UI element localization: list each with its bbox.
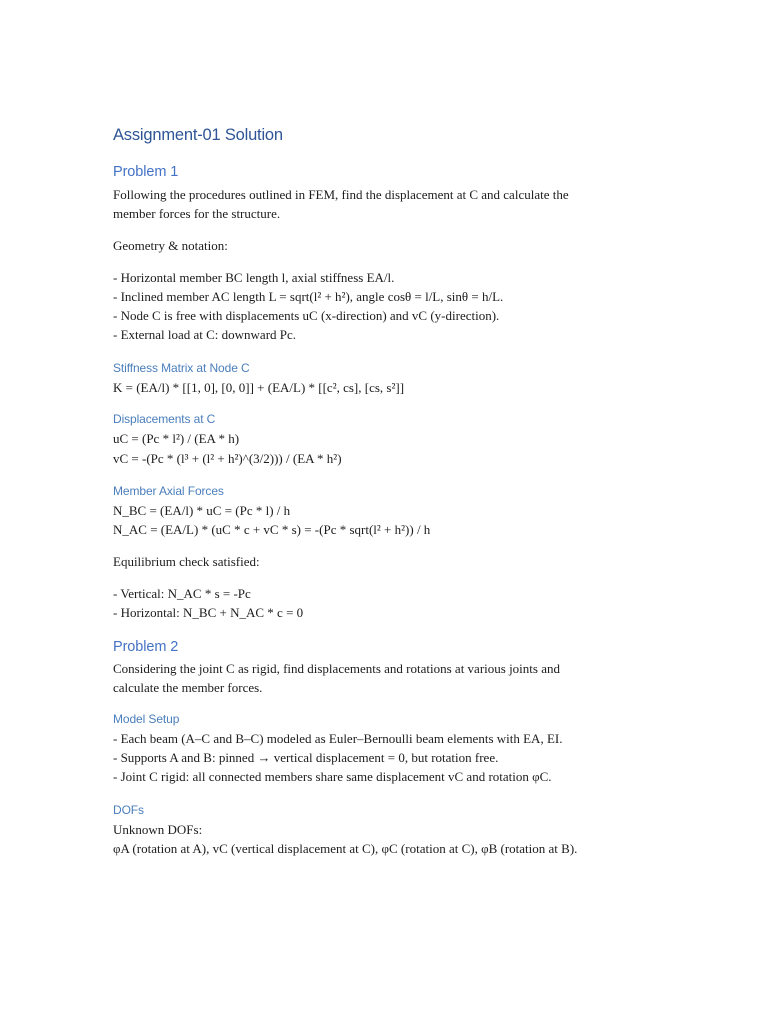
geometry-item: - External load at C: downward Pc. bbox=[113, 327, 297, 342]
geometry-label: Geometry & notation: bbox=[113, 238, 228, 253]
dofs-list: φA (rotation at A), vC (vertical displacement at C), φC (rotation at C), φB (rotation at B). bbox=[113, 841, 578, 856]
model-setup-item: - Joint C rigid: all connected members share same displacement vC and rotation φC. bbox=[113, 769, 552, 784]
problem-2-intro-line-2: calculate the member forces. bbox=[113, 680, 263, 695]
displacement-equation: uC = (Pc * l²) / (EA * h) bbox=[113, 431, 240, 446]
model-setup-item: - Each beam (A–C and B–C) modeled as Euler–Bernoulli beam elements with EA, EI. bbox=[113, 731, 563, 746]
problem-1-heading: Problem 1 bbox=[113, 164, 179, 180]
equilibrium-item: - Horizontal: N_BC + N_AC * c = 0 bbox=[113, 605, 304, 620]
geometry-item: - Node C is free with displacements uC (x-direction) and vC (y-direction). bbox=[113, 308, 500, 323]
dofs-label: Unknown DOFs: bbox=[113, 822, 203, 837]
problem-1-intro-line-1: Following the procedures outlined in FEM, find the displacement at C and calculate the bbox=[113, 187, 569, 202]
equilibrium-item: - Vertical: N_AC * s = -Pc bbox=[113, 586, 251, 601]
equilibrium-label: Equilibrium check satisfied: bbox=[113, 554, 260, 569]
problem-2-heading: Problem 2 bbox=[113, 639, 179, 655]
stiffness-matrix-equation: K = (EA/l) * [[1, 0], [0, 0]] + (EA/L) * [[c², cs], [cs, s²]] bbox=[113, 380, 405, 395]
dofs-heading: DOFs bbox=[113, 803, 144, 817]
page-title: Assignment-01 Solution bbox=[113, 126, 283, 144]
problem-2-intro-line-1: Considering the joint C as rigid, find displacements and rotations at various joints and bbox=[113, 661, 560, 676]
force-equation: N_AC = (EA/L) * (uC * c + vC * s) = -(Pc * sqrt(l² + h²)) / h bbox=[113, 522, 431, 537]
stiffness-matrix-heading: Stiffness Matrix at Node C bbox=[113, 361, 250, 375]
geometry-item: - Horizontal member BC length l, axial stiffness EA/l. bbox=[113, 270, 395, 285]
displacement-equation: vC = -(Pc * (l³ + (l² + h²)^(3/2))) / (EA * h²) bbox=[113, 451, 342, 466]
force-equation: N_BC = (EA/l) * uC = (Pc * l) / h bbox=[113, 503, 291, 518]
model-setup-heading: Model Setup bbox=[113, 712, 180, 726]
geometry-item: - Inclined member AC length L = sqrt(l² + h²), angle cosθ = l/L, sinθ = h/L. bbox=[113, 289, 504, 304]
problem-1-intro-line-2: member forces for the structure. bbox=[113, 206, 281, 221]
member-axial-forces-heading: Member Axial Forces bbox=[113, 484, 224, 498]
model-setup-item: - Supports A and B: pinned → vertical displacement = 0, but rotation free. bbox=[113, 750, 499, 765]
displacements-heading: Displacements at C bbox=[113, 412, 216, 426]
